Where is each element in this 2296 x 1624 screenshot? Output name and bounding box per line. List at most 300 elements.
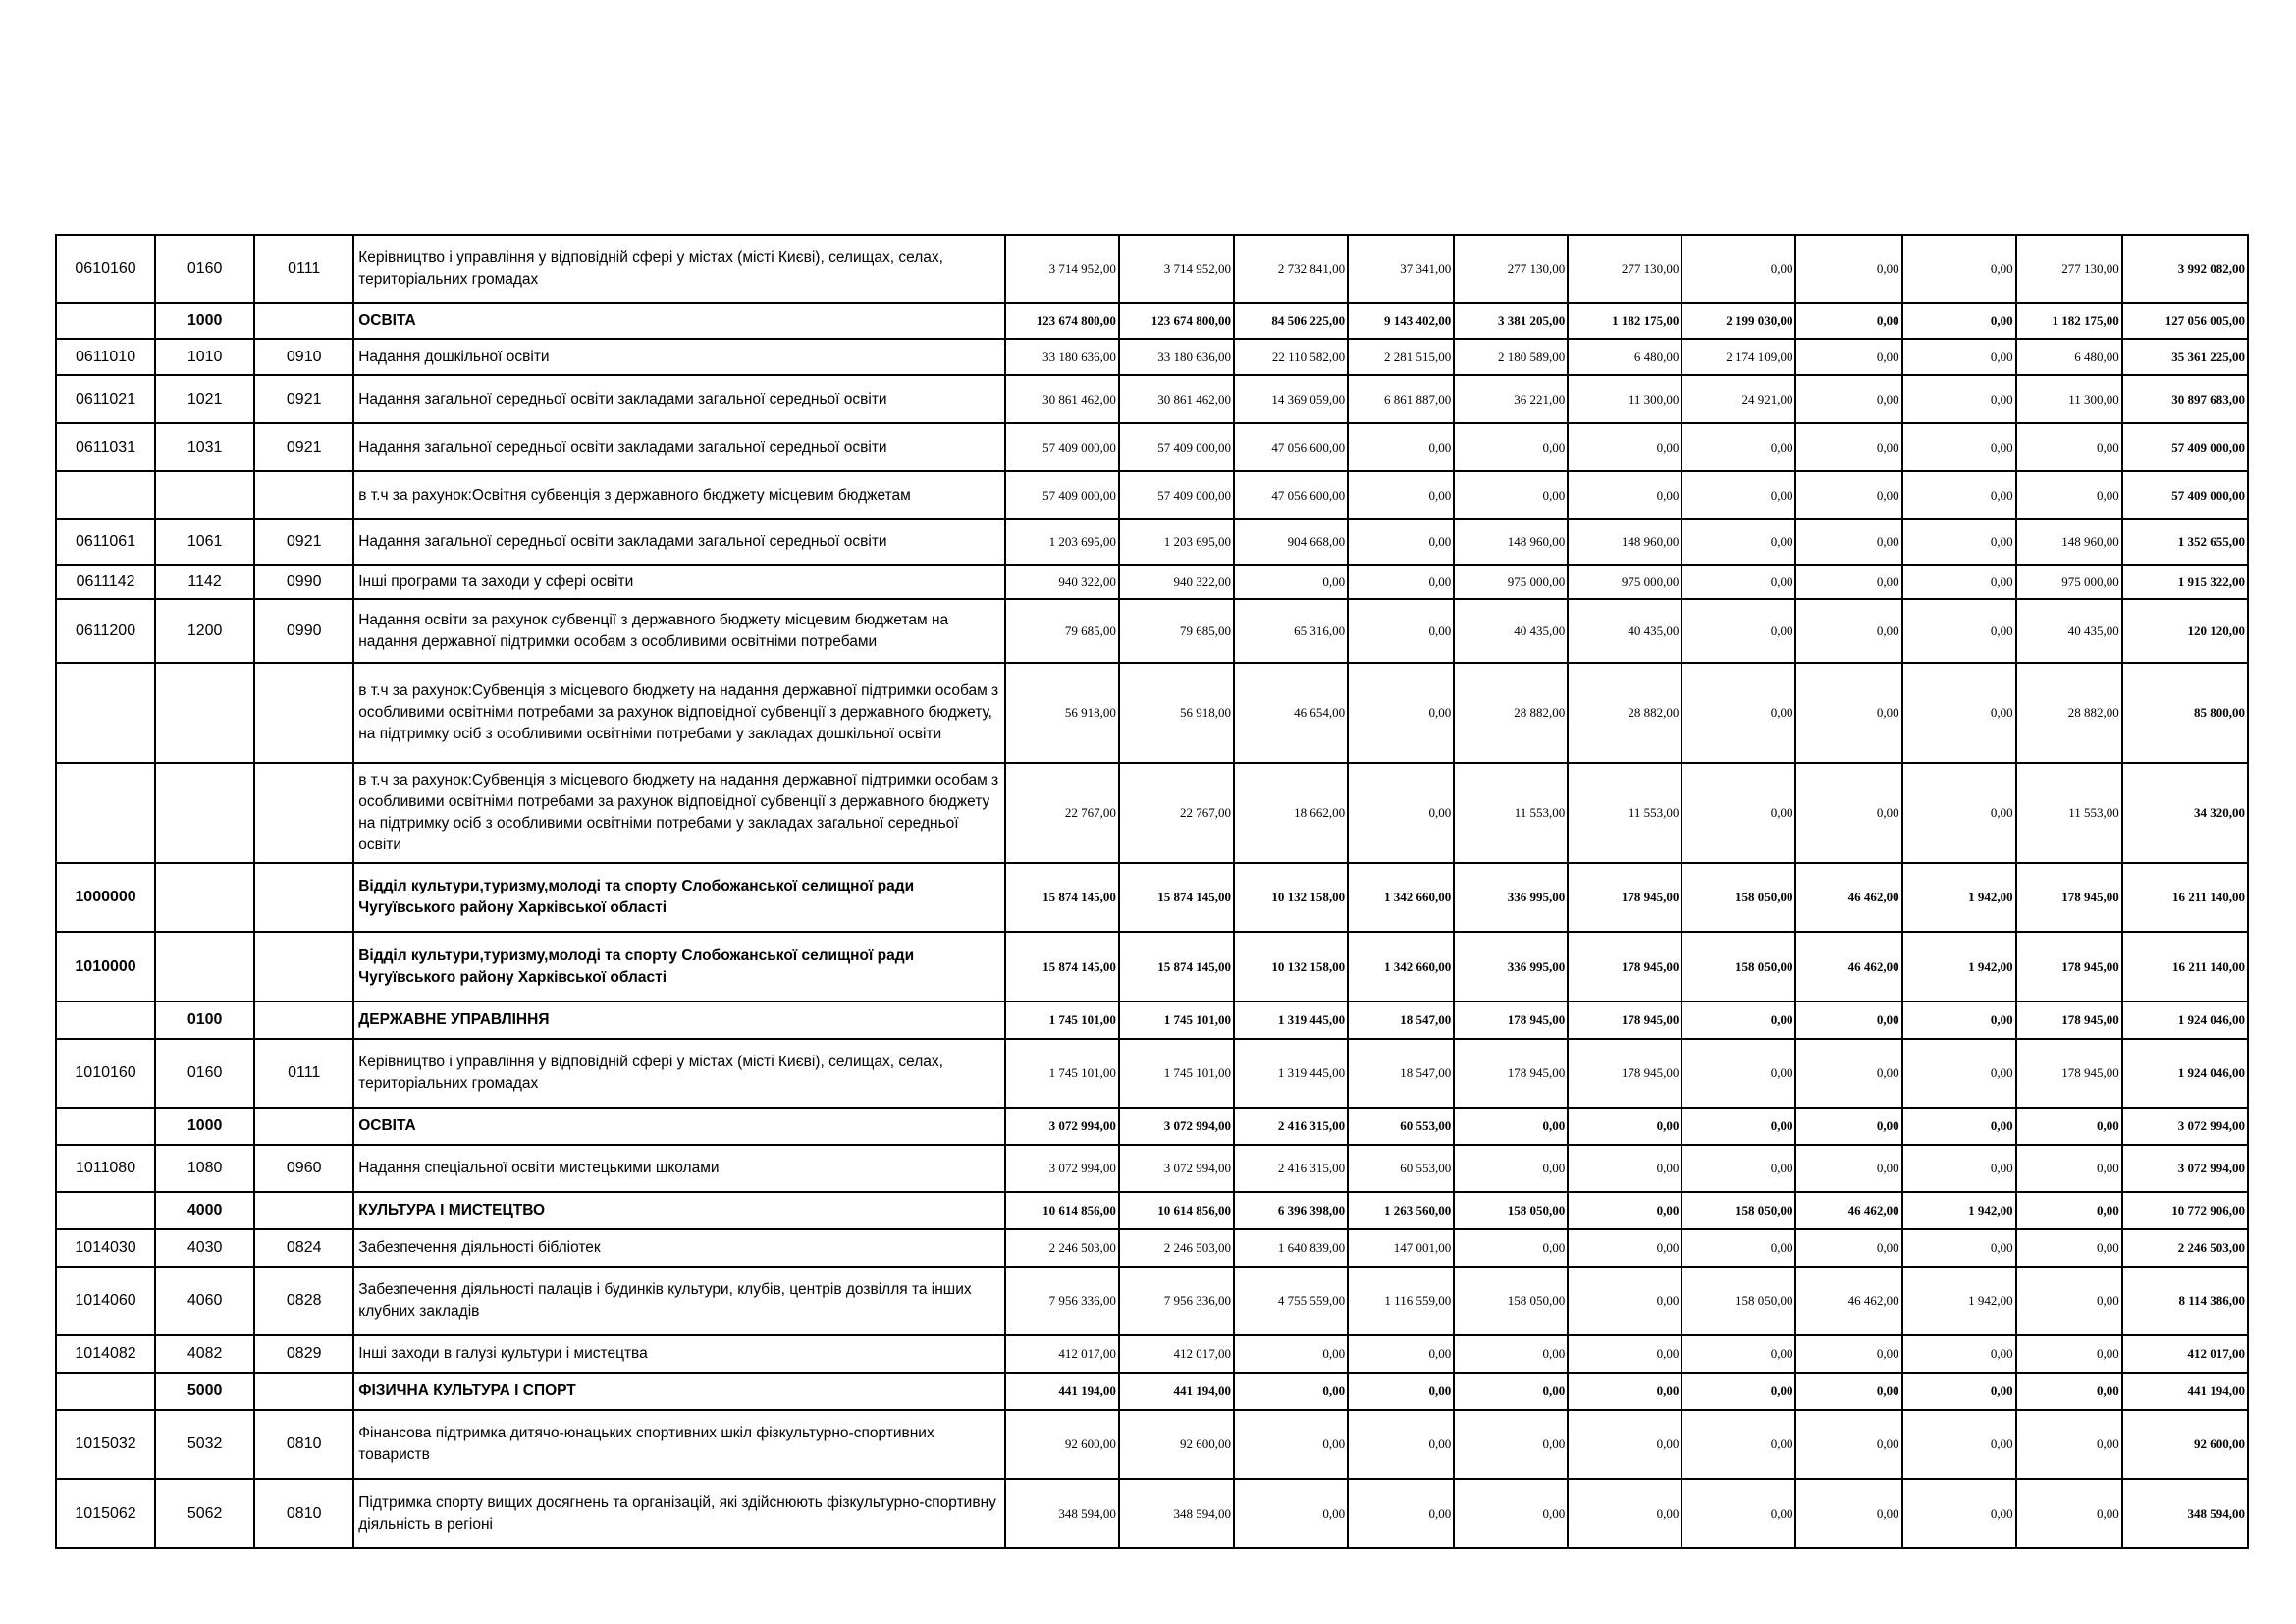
amount-cell: 441 194,00 [1119, 1373, 1234, 1410]
amount-cell: 0,00 [1348, 763, 1454, 863]
table-row [56, 375, 2248, 423]
amount-cell: 0,00 [1348, 565, 1454, 599]
amount-cell: 0,00 [2016, 1410, 2122, 1479]
amount-cell: 0,00 [1348, 423, 1454, 471]
amount-cell: 9 143 402,00 [1348, 303, 1454, 339]
amount-cell: 0,00 [1795, 1108, 1901, 1145]
amount-cell: 0,00 [1795, 1479, 1901, 1548]
table-row [56, 1410, 2248, 1479]
kfk-cell: 0824 [254, 1229, 353, 1267]
kpk-cell: 0160 [155, 1039, 254, 1108]
total-amount-cell: 92 600,00 [2122, 1410, 2248, 1479]
program-name-cell: Відділ культури,туризму,молоді та спорту Слобожанської селищної ради Чугуївського району Харківської області [353, 932, 1005, 1001]
program-name-cell: Надання освіти за рахунок субвенції з державного бюджету місцевим бюджетам на надання державної підтримки особам з особливими освітніми потребами [353, 599, 1005, 663]
kpkv-cell: 1010000 [56, 932, 155, 1001]
amount-cell: 0,00 [1795, 339, 1901, 375]
program-name-cell: ФІЗИЧНА КУЛЬТУРА І СПОРТ [353, 1373, 1005, 1410]
amount-cell: 0,00 [1234, 1373, 1348, 1410]
table-row [56, 1001, 2248, 1039]
kfk-cell [254, 303, 353, 339]
kpkv-cell [56, 1108, 155, 1145]
amount-cell: 0,00 [1902, 519, 2016, 565]
program-name-cell: ОСВІТА [353, 303, 1005, 339]
kpkv-cell: 0611142 [56, 565, 155, 599]
table-row [56, 423, 2248, 471]
amount-cell: 0,00 [2016, 1145, 2122, 1192]
amount-cell: 2 174 109,00 [1682, 339, 1795, 375]
amount-cell: 178 945,00 [2016, 932, 2122, 1001]
amount-cell: 0,00 [1568, 1410, 1682, 1479]
amount-cell: 0,00 [1348, 471, 1454, 519]
kfk-cell: 0828 [254, 1267, 353, 1335]
amount-cell: 0,00 [1682, 1479, 1795, 1548]
amount-cell: 158 050,00 [1454, 1267, 1568, 1335]
amount-cell: 36 221,00 [1454, 375, 1568, 423]
budget-expenditure-table [55, 234, 2249, 1549]
kpk-cell: 0100 [155, 1001, 254, 1039]
amount-cell: 0,00 [2016, 1192, 2122, 1229]
amount-cell: 0,00 [1902, 763, 2016, 863]
amount-cell: 147 001,00 [1348, 1229, 1454, 1267]
amount-cell: 0,00 [1348, 1410, 1454, 1479]
amount-cell: 56 918,00 [1119, 663, 1234, 763]
program-name-cell: Відділ культури,туризму,молоді та спорту Слобожанської селищної ради Чугуївського району Харківської області [353, 863, 1005, 932]
amount-cell: 178 945,00 [1568, 863, 1682, 932]
amount-cell: 65 316,00 [1234, 599, 1348, 663]
amount-cell: 0,00 [1454, 1229, 1568, 1267]
amount-cell: 0,00 [1902, 1410, 2016, 1479]
amount-cell: 0,00 [1348, 1479, 1454, 1548]
amount-cell: 6 396 398,00 [1234, 1192, 1348, 1229]
amount-cell: 0,00 [1902, 471, 2016, 519]
table-row [56, 1145, 2248, 1192]
amount-cell: 0,00 [1682, 519, 1795, 565]
amount-cell: 33 180 636,00 [1005, 339, 1119, 375]
amount-cell: 2 199 030,00 [1682, 303, 1795, 339]
kpkv-cell: 0611061 [56, 519, 155, 565]
amount-cell: 33 180 636,00 [1119, 339, 1234, 375]
amount-cell: 30 861 462,00 [1119, 375, 1234, 423]
amount-cell: 975 000,00 [1454, 565, 1568, 599]
amount-cell: 975 000,00 [2016, 565, 2122, 599]
amount-cell: 7 956 336,00 [1005, 1267, 1119, 1335]
amount-cell: 0,00 [1682, 1229, 1795, 1267]
amount-cell: 37 341,00 [1348, 235, 1454, 303]
kpk-cell [155, 863, 254, 932]
table-row [56, 519, 2248, 565]
amount-cell: 0,00 [1902, 1229, 2016, 1267]
amount-cell: 0,00 [1902, 599, 2016, 663]
amount-cell: 0,00 [1234, 1410, 1348, 1479]
amount-cell: 0,00 [1795, 375, 1901, 423]
program-name-cell: Підтримка спорту вищих досягнень та організацій, які здійснюють фізкультурно-спортивну діяльність в регіоні [353, 1479, 1005, 1548]
amount-cell: 22 110 582,00 [1234, 339, 1348, 375]
amount-cell: 1 116 559,00 [1348, 1267, 1454, 1335]
amount-cell: 904 668,00 [1234, 519, 1348, 565]
amount-cell: 1 640 839,00 [1234, 1229, 1348, 1267]
table-row [56, 1335, 2248, 1373]
amount-cell: 7 956 336,00 [1119, 1267, 1234, 1335]
kfk-cell [254, 1373, 353, 1410]
amount-cell: 56 918,00 [1005, 663, 1119, 763]
amount-cell: 0,00 [1568, 471, 1682, 519]
amount-cell: 348 594,00 [1119, 1479, 1234, 1548]
kfk-cell [254, 1192, 353, 1229]
table-row [56, 235, 2248, 303]
kpkv-cell [56, 1373, 155, 1410]
amount-cell: 0,00 [2016, 1108, 2122, 1145]
program-name-cell: Інші заходи в галузі культури і мистецтва [353, 1335, 1005, 1373]
amount-cell: 3 714 952,00 [1005, 235, 1119, 303]
amount-cell: 0,00 [1795, 1229, 1901, 1267]
amount-cell: 0,00 [1568, 1108, 1682, 1145]
total-amount-cell: 34 320,00 [2122, 763, 2248, 863]
table-row [56, 1108, 2248, 1145]
amount-cell: 57 409 000,00 [1005, 423, 1119, 471]
kpkv-cell [56, 663, 155, 763]
amount-cell: 0,00 [1454, 1108, 1568, 1145]
kpk-cell: 1000 [155, 303, 254, 339]
amount-cell: 178 945,00 [2016, 863, 2122, 932]
amount-cell: 2 246 503,00 [1119, 1229, 1234, 1267]
total-amount-cell: 85 800,00 [2122, 663, 2248, 763]
kpk-cell: 1142 [155, 565, 254, 599]
kfk-cell [254, 932, 353, 1001]
amount-cell: 0,00 [2016, 1229, 2122, 1267]
kpk-cell: 4060 [155, 1267, 254, 1335]
total-amount-cell: 120 120,00 [2122, 599, 2248, 663]
kpk-cell: 5032 [155, 1410, 254, 1479]
amount-cell: 0,00 [1682, 235, 1795, 303]
kfk-cell [254, 863, 353, 932]
amount-cell: 6 480,00 [1568, 339, 1682, 375]
kpk-cell [155, 932, 254, 1001]
amount-cell: 28 882,00 [1454, 663, 1568, 763]
kfk-cell [254, 663, 353, 763]
kpk-cell: 5000 [155, 1373, 254, 1410]
amount-cell: 148 960,00 [1568, 519, 1682, 565]
total-amount-cell: 3 072 994,00 [2122, 1145, 2248, 1192]
kpkv-cell [56, 763, 155, 863]
amount-cell: 178 945,00 [1568, 1039, 1682, 1108]
table-row [56, 303, 2248, 339]
amount-cell: 0,00 [1682, 1039, 1795, 1108]
amount-cell: 92 600,00 [1005, 1410, 1119, 1479]
amount-cell: 0,00 [1795, 1039, 1901, 1108]
total-amount-cell: 127 056 005,00 [2122, 303, 2248, 339]
amount-cell: 0,00 [1902, 565, 2016, 599]
kpk-cell: 4030 [155, 1229, 254, 1267]
amount-cell: 412 017,00 [1119, 1335, 1234, 1373]
kpkv-cell: 0611010 [56, 339, 155, 375]
amount-cell: 57 409 000,00 [1119, 471, 1234, 519]
amount-cell: 28 882,00 [2016, 663, 2122, 763]
kpk-cell [155, 471, 254, 519]
amount-cell: 0,00 [1454, 423, 1568, 471]
amount-cell: 0,00 [1568, 1373, 1682, 1410]
amount-cell: 0,00 [2016, 1479, 2122, 1548]
kfk-cell [254, 471, 353, 519]
amount-cell: 1 182 175,00 [1568, 303, 1682, 339]
program-name-cell: Керівництво і управління у відповідній сфері у містах (місті Києві), селищах, селах, територіальних громадах [353, 1039, 1005, 1108]
kpk-cell [155, 763, 254, 863]
kpkv-cell [56, 303, 155, 339]
amount-cell: 0,00 [1795, 235, 1901, 303]
amount-cell: 3 714 952,00 [1119, 235, 1234, 303]
amount-cell: 0,00 [1348, 599, 1454, 663]
amount-cell: 0,00 [2016, 1373, 2122, 1410]
amount-cell: 158 050,00 [1454, 1192, 1568, 1229]
kpkv-cell: 1000000 [56, 863, 155, 932]
amount-cell: 1 942,00 [1902, 1192, 2016, 1229]
amount-cell: 0,00 [1902, 303, 2016, 339]
amount-cell: 46 462,00 [1795, 1192, 1901, 1229]
amount-cell: 60 553,00 [1348, 1145, 1454, 1192]
kpkv-cell: 0610160 [56, 235, 155, 303]
amount-cell: 1 263 560,00 [1348, 1192, 1454, 1229]
table-row [56, 1479, 2248, 1548]
kpk-cell: 1021 [155, 375, 254, 423]
kpk-cell: 1080 [155, 1145, 254, 1192]
amount-cell: 0,00 [1902, 235, 2016, 303]
amount-cell: 348 594,00 [1005, 1479, 1119, 1548]
amount-cell: 0,00 [1795, 565, 1901, 599]
amount-cell: 1 745 101,00 [1119, 1001, 1234, 1039]
total-amount-cell: 1 924 046,00 [2122, 1039, 2248, 1108]
amount-cell: 0,00 [1348, 519, 1454, 565]
amount-cell: 178 945,00 [1568, 932, 1682, 1001]
amount-cell: 0,00 [1682, 1145, 1795, 1192]
amount-cell: 0,00 [1795, 1373, 1901, 1410]
amount-cell: 178 945,00 [1568, 1001, 1682, 1039]
program-name-cell: Інші програми та заходи у сфері освіти [353, 565, 1005, 599]
amount-cell: 84 506 225,00 [1234, 303, 1348, 339]
amount-cell: 178 945,00 [2016, 1039, 2122, 1108]
amount-cell: 0,00 [1902, 1145, 2016, 1192]
amount-cell: 0,00 [1902, 1108, 2016, 1145]
amount-cell: 15 874 145,00 [1119, 932, 1234, 1001]
amount-cell: 2 246 503,00 [1005, 1229, 1119, 1267]
total-amount-cell: 16 211 140,00 [2122, 863, 2248, 932]
kpk-cell: 1200 [155, 599, 254, 663]
amount-cell: 3 072 994,00 [1005, 1145, 1119, 1192]
amount-cell: 0,00 [1234, 565, 1348, 599]
amount-cell: 1 745 101,00 [1005, 1001, 1119, 1039]
amount-cell: 0,00 [1682, 1373, 1795, 1410]
amount-cell: 0,00 [1902, 1335, 2016, 1373]
kfk-cell: 0960 [254, 1145, 353, 1192]
amount-cell: 40 435,00 [2016, 599, 2122, 663]
amount-cell: 1 319 445,00 [1234, 1001, 1348, 1039]
kpkv-cell: 0611031 [56, 423, 155, 471]
amount-cell: 158 050,00 [1682, 1192, 1795, 1229]
total-amount-cell: 441 194,00 [2122, 1373, 2248, 1410]
kfk-cell: 0990 [254, 599, 353, 663]
kpkv-cell [56, 471, 155, 519]
amount-cell: 10 132 158,00 [1234, 932, 1348, 1001]
amount-cell: 277 130,00 [1568, 235, 1682, 303]
amount-cell: 1 203 695,00 [1119, 519, 1234, 565]
kpk-cell: 1000 [155, 1108, 254, 1145]
amount-cell: 0,00 [2016, 423, 2122, 471]
amount-cell: 0,00 [1568, 1229, 1682, 1267]
amount-cell: 0,00 [1568, 1267, 1682, 1335]
table-body [56, 235, 2248, 1548]
amount-cell: 0,00 [1682, 599, 1795, 663]
total-amount-cell: 35 361 225,00 [2122, 339, 2248, 375]
amount-cell: 10 132 158,00 [1234, 863, 1348, 932]
program-name-cell: Надання загальної середньої освіти закладами загальної середньої освіти [353, 375, 1005, 423]
amount-cell: 123 674 800,00 [1005, 303, 1119, 339]
kfk-cell: 0990 [254, 565, 353, 599]
kpk-cell: 4000 [155, 1192, 254, 1229]
amount-cell: 14 369 059,00 [1234, 375, 1348, 423]
total-amount-cell: 2 246 503,00 [2122, 1229, 2248, 1267]
amount-cell: 1 182 175,00 [2016, 303, 2122, 339]
amount-cell: 46 462,00 [1795, 863, 1901, 932]
amount-cell: 178 945,00 [1454, 1039, 1568, 1108]
table-row [56, 763, 2248, 863]
amount-cell: 148 960,00 [1454, 519, 1568, 565]
amount-cell: 0,00 [1795, 763, 1901, 863]
amount-cell: 0,00 [1454, 1373, 1568, 1410]
amount-cell: 0,00 [1795, 423, 1901, 471]
amount-cell: 0,00 [1902, 375, 2016, 423]
amount-cell: 2 281 515,00 [1348, 339, 1454, 375]
total-amount-cell: 3 992 082,00 [2122, 235, 2248, 303]
table-row [56, 863, 2248, 932]
program-name-cell: Надання загальної середньої освіти закладами загальної середньої освіти [353, 519, 1005, 565]
total-amount-cell: 348 594,00 [2122, 1479, 2248, 1548]
amount-cell: 0,00 [1568, 1335, 1682, 1373]
kfk-cell [254, 763, 353, 863]
program-name-cell: Керівництво і управління у відповідній сфері у містах (місті Києві), селищах, селах, територіальних громадах [353, 235, 1005, 303]
amount-cell: 0,00 [1902, 1479, 2016, 1548]
amount-cell: 2 416 315,00 [1234, 1145, 1348, 1192]
amount-cell: 0,00 [2016, 1267, 2122, 1335]
amount-cell: 1 942,00 [1902, 1267, 2016, 1335]
kfk-cell: 0921 [254, 423, 353, 471]
kfk-cell: 0829 [254, 1335, 353, 1373]
amount-cell: 15 874 145,00 [1119, 863, 1234, 932]
amount-cell: 18 662,00 [1234, 763, 1348, 863]
amount-cell: 0,00 [1902, 1373, 2016, 1410]
kfk-cell [254, 1108, 353, 1145]
total-amount-cell: 57 409 000,00 [2122, 423, 2248, 471]
amount-cell: 0,00 [1795, 1145, 1901, 1192]
total-amount-cell: 16 211 140,00 [2122, 932, 2248, 1001]
amount-cell: 10 614 856,00 [1119, 1192, 1234, 1229]
kpk-cell: 4082 [155, 1335, 254, 1373]
amount-cell: 1 203 695,00 [1005, 519, 1119, 565]
program-name-cell: Надання дошкільної освіти [353, 339, 1005, 375]
program-name-cell: Забезпечення діяльності палаців i будинків культури, клубів, центрів дозвілля та iнших клубних закладів [353, 1267, 1005, 1335]
total-amount-cell: 8 114 386,00 [2122, 1267, 2248, 1335]
amount-cell: 92 600,00 [1119, 1410, 1234, 1479]
amount-cell: 0,00 [1902, 1039, 2016, 1108]
kpkv-cell: 1014060 [56, 1267, 155, 1335]
amount-cell: 57 409 000,00 [1005, 471, 1119, 519]
amount-cell: 0,00 [1348, 1335, 1454, 1373]
amount-cell: 336 995,00 [1454, 932, 1568, 1001]
amount-cell: 940 322,00 [1005, 565, 1119, 599]
kpk-cell: 1061 [155, 519, 254, 565]
kpkv-cell [56, 1192, 155, 1229]
amount-cell: 441 194,00 [1005, 1373, 1119, 1410]
table-row [56, 663, 2248, 763]
kpkv-cell: 1015032 [56, 1410, 155, 1479]
amount-cell: 158 050,00 [1682, 1267, 1795, 1335]
amount-cell: 0,00 [1568, 1145, 1682, 1192]
table-row [56, 1267, 2248, 1335]
program-name-cell: Надання спеціальної освіти мистецькими школами [353, 1145, 1005, 1192]
kfk-cell [254, 1001, 353, 1039]
table-row [56, 565, 2248, 599]
amount-cell: 40 435,00 [1568, 599, 1682, 663]
program-name-cell: в т.ч за рахунок:Освітня субвенція з державного бюджету місцевим бюджетам [353, 471, 1005, 519]
amount-cell: 11 300,00 [1568, 375, 1682, 423]
amount-cell: 60 553,00 [1348, 1108, 1454, 1145]
kfk-cell: 0921 [254, 519, 353, 565]
amount-cell: 18 547,00 [1348, 1039, 1454, 1108]
amount-cell: 0,00 [1454, 471, 1568, 519]
amount-cell: 0,00 [1234, 1335, 1348, 1373]
amount-cell: 0,00 [1682, 1001, 1795, 1039]
kfk-cell: 0810 [254, 1479, 353, 1548]
table-row [56, 1229, 2248, 1267]
amount-cell: 1 942,00 [1902, 863, 2016, 932]
amount-cell: 0,00 [1348, 1373, 1454, 1410]
amount-cell: 0,00 [1795, 663, 1901, 763]
kpkv-cell: 1014082 [56, 1335, 155, 1373]
program-name-cell: Забезпечення діяльності бібліотек [353, 1229, 1005, 1267]
program-name-cell: ДЕРЖАВНЕ УПРАВЛІННЯ [353, 1001, 1005, 1039]
kpk-cell: 0160 [155, 235, 254, 303]
amount-cell: 0,00 [1902, 423, 2016, 471]
amount-cell: 0,00 [1568, 1479, 1682, 1548]
kpk-cell [155, 663, 254, 763]
amount-cell: 277 130,00 [1454, 235, 1568, 303]
table-row [56, 471, 2248, 519]
amount-cell: 277 130,00 [2016, 235, 2122, 303]
amount-cell: 412 017,00 [1005, 1335, 1119, 1373]
amount-cell: 0,00 [1454, 1479, 1568, 1548]
kpkv-cell: 1010160 [56, 1039, 155, 1108]
amount-cell: 3 072 994,00 [1005, 1108, 1119, 1145]
amount-cell: 79 685,00 [1119, 599, 1234, 663]
program-name-cell: Фінансова підтримка дитячо-юнацьких спортивних шкіл фізкультурно-спортивних товариств [353, 1410, 1005, 1479]
amount-cell: 2 416 315,00 [1234, 1108, 1348, 1145]
amount-cell: 28 882,00 [1568, 663, 1682, 763]
amount-cell: 4 755 559,00 [1234, 1267, 1348, 1335]
amount-cell: 22 767,00 [1005, 763, 1119, 863]
kfk-cell: 0910 [254, 339, 353, 375]
total-amount-cell: 30 897 683,00 [2122, 375, 2248, 423]
amount-cell: 18 547,00 [1348, 1001, 1454, 1039]
amount-cell: 336 995,00 [1454, 863, 1568, 932]
kpkv-cell: 0611200 [56, 599, 155, 663]
amount-cell: 0,00 [1454, 1410, 1568, 1479]
amount-cell: 0,00 [1795, 1410, 1901, 1479]
amount-cell: 148 960,00 [2016, 519, 2122, 565]
amount-cell: 0,00 [1682, 1410, 1795, 1479]
amount-cell: 0,00 [1568, 423, 1682, 471]
kpk-cell: 1010 [155, 339, 254, 375]
kpkv-cell: 1014030 [56, 1229, 155, 1267]
amount-cell: 1 342 660,00 [1348, 932, 1454, 1001]
amount-cell: 975 000,00 [1568, 565, 1682, 599]
amount-cell: 0,00 [1682, 1335, 1795, 1373]
